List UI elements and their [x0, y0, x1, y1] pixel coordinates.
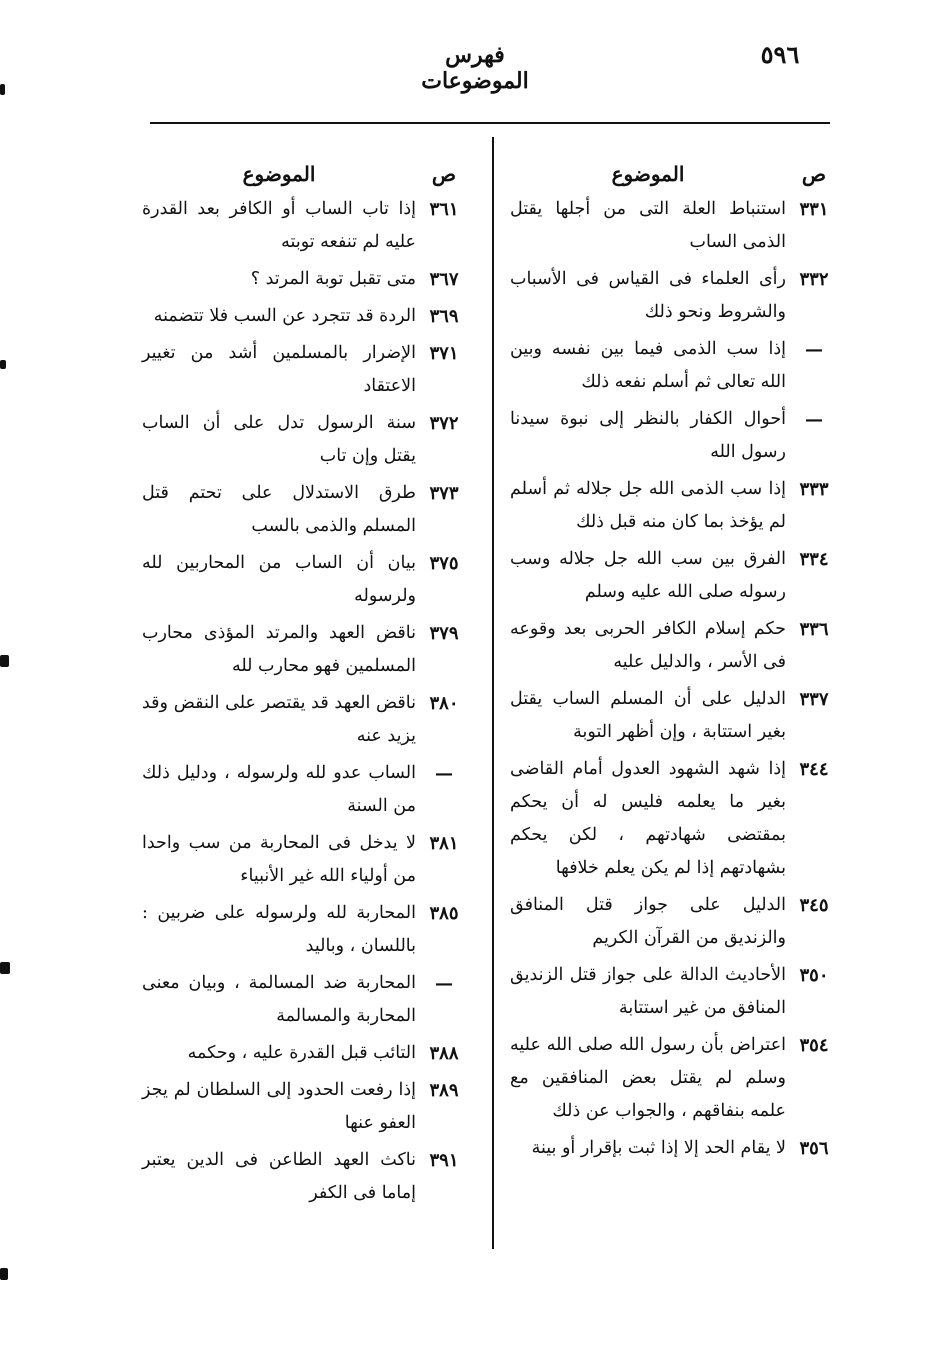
index-entry — [510, 613, 842, 679]
index-entry — [510, 683, 842, 749]
entry-topic: الساب عدو لله ولرسوله ، ودليل ذلك من السنة — [142, 763, 416, 816]
index-entry — [510, 959, 842, 1025]
index-entry — [142, 687, 472, 753]
entry-page-number: ٣٣٧ — [799, 689, 829, 710]
entry-page-number: ٣٥٦ — [799, 1138, 829, 1159]
left-column — [142, 155, 472, 1214]
entry-page-number: ٣٨٥ — [429, 903, 459, 924]
entry-page-number: ٣٨٠ — [429, 693, 459, 714]
entry-page-number: ٣٧١ — [429, 343, 459, 364]
index-entry — [142, 337, 472, 403]
index-entry — [142, 757, 472, 823]
entry-topic: اعتراض بأن رسول الله صلى الله عليه وسلم لم يقتل بعض المنافقين مع علمه بنفاقهم ، والجواب عن ذلك — [510, 1035, 786, 1121]
index-entry — [142, 263, 472, 296]
entry-topic: لا يقام الحد إلا إذا ثبت بإقرار أو بينة — [531, 1138, 786, 1158]
scan-mark — [0, 1268, 8, 1280]
index-entry — [142, 193, 472, 259]
entry-topic: الأحاديث الدالة على جواز قتل الزنديق المنافق من غير استتابة — [510, 965, 786, 1018]
entry-topic: بيان أن الساب من المحاربين لله ولرسوله — [142, 553, 416, 606]
entry-page-number: ٣٦٩ — [429, 306, 459, 327]
entry-page-number: ٣٣٦ — [799, 619, 829, 640]
index-entry — [142, 827, 472, 893]
index-entry — [510, 333, 842, 399]
entry-topic: الردة قد تتجرد عن السب فلا تتضمنه — [153, 306, 416, 326]
topic-heading: الموضوع — [611, 162, 685, 186]
index-entry — [142, 617, 472, 683]
column-divider — [492, 137, 494, 1249]
index-entry — [142, 477, 472, 543]
entry-page-number: — — [805, 339, 823, 360]
entry-topic: إذا سب الذمى فيما بين نفسه وبين الله تعالى ثم أسلم نفعه ذلك — [510, 339, 786, 392]
entry-topic: الدليل على أن المسلم الساب يقتل بغير استتابة ، وإن أظهر التوبة — [510, 689, 786, 742]
column-header — [142, 155, 472, 193]
entry-page-number: — — [435, 763, 453, 784]
entry-page-number: ٣٥٤ — [799, 1035, 829, 1056]
index-entry — [142, 300, 472, 333]
entry-topic: إذا تاب الساب أو الكافر بعد القدرة عليه لم تنفعه توبته — [142, 199, 416, 252]
entry-page-number: ٣٤٤ — [799, 759, 829, 780]
page-title: فهرس الموضوعات — [421, 42, 529, 94]
entry-topic: سنة الرسول تدل على أن الساب يقتل وإن تاب — [142, 413, 416, 466]
entry-page-number: ٣٩١ — [429, 1150, 459, 1171]
scan-mark — [0, 360, 6, 369]
entry-topic: رأى العلماء فى القياس فى الأسباب والشروط ونحو ذلك — [510, 269, 786, 322]
index-entry — [142, 1074, 472, 1140]
index-entry — [510, 753, 842, 885]
entry-page-number: ٣٦١ — [429, 199, 459, 220]
index-entry — [142, 1144, 472, 1210]
index-entry — [510, 263, 842, 329]
index-entry — [510, 1132, 842, 1165]
entry-page-number: ٣٧٢ — [429, 413, 459, 434]
page-number: ٥٩٦ — [760, 40, 800, 69]
scan-mark — [0, 655, 9, 667]
page-heading: ص — [801, 162, 827, 186]
page-heading: ص — [431, 162, 457, 186]
entry-topic: إذا شهد الشهود العدول أمام القاضى بغير ما يعلمه فليس له أن يحكم بمقتضى شهادتهم ، لكن يحكم بشهادتهم إذا لم يكن يعلم خلافها — [510, 759, 786, 878]
entry-topic: إذا رفعت الحدود إلى السلطان لم يجز العفو عنها — [142, 1080, 416, 1133]
entry-page-number: ٣٧٣ — [429, 483, 459, 504]
index-entry — [510, 193, 842, 259]
entry-topic: استنباط العلة التى من أجلها يقتل الذمى الساب — [510, 199, 786, 252]
entry-topic: الفرق بين سب الله جل جلاله وسب رسوله صلى الله عليه وسلم — [510, 549, 786, 602]
entry-page-number: ٣٣٤ — [799, 549, 829, 570]
entry-page-number: ٣٥٠ — [799, 965, 829, 986]
entry-topic: المحاربة ضد المسالمة ، وبيان معنى المحاربة والمسالمة — [142, 973, 416, 1026]
scan-mark — [0, 84, 5, 95]
entry-topic: الإضرار بالمسلمين أشد من تغيير الاعتقاد — [142, 343, 416, 396]
index-entry — [510, 473, 842, 539]
index-entry — [510, 543, 842, 609]
entry-topic: متى تقبل توبة المرتد ؟ — [250, 269, 416, 289]
index-entry — [142, 407, 472, 473]
entry-list — [142, 193, 472, 1210]
entry-page-number: ٣٦٧ — [429, 269, 459, 290]
column-header — [510, 155, 842, 193]
entry-page-number: ٣٨١ — [429, 833, 459, 854]
header-rule — [150, 122, 830, 124]
entry-page-number: ٣٨٩ — [429, 1080, 459, 1101]
right-column — [510, 155, 842, 1169]
index-entry — [510, 403, 842, 469]
entry-topic: الدليل على جواز قتل المنافق والزنديق من القرآن الكريم — [510, 895, 786, 948]
entry-page-number: ٣٤٥ — [799, 895, 829, 916]
entry-topic: أحوال الكفار بالنظر إلى نبوة سيدنا رسول الله — [510, 409, 786, 462]
entry-topic: المحاربة لله ولرسوله على ضربين : باللسان ، وباليد — [142, 903, 416, 956]
scan-mark — [0, 962, 10, 974]
entry-topic: ناكث العهد الطاعن فى الدين يعتبر إماما فى الكفر — [142, 1150, 416, 1203]
entry-topic: ناقض العهد قد يقتصر على النقض وقد يزيد عنه — [142, 693, 416, 746]
entry-topic: حكم إسلام الكافر الحربى بعد وقوعه فى الأسر ، والدليل عليه — [510, 619, 786, 672]
entry-topic: ناقض العهد والمرتد المؤذى محارب المسلمين فهو محارب لله — [142, 623, 416, 676]
index-entry — [142, 1037, 472, 1070]
topic-heading: الموضوع — [242, 162, 316, 186]
index-entry — [510, 1029, 842, 1128]
entry-page-number: ٣٧٥ — [429, 553, 459, 574]
entry-page-number: ٣٣٣ — [799, 479, 829, 500]
index-entry — [142, 967, 472, 1033]
entry-page-number: ٣٣١ — [799, 199, 829, 220]
entry-topic: لا يدخل فى المحاربة من سب واحدا من أولياء الله غير الأنبياء — [142, 833, 416, 886]
entry-topic: طرق الاستدلال على تحتم قتل المسلم والذمى بالسب — [142, 483, 416, 536]
entry-page-number: — — [435, 973, 453, 994]
entry-list — [510, 193, 842, 1165]
entry-page-number: — — [805, 409, 823, 430]
entry-topic: التائب قبل القدرة عليه ، وحكمه — [187, 1043, 416, 1063]
index-entry — [142, 897, 472, 963]
entry-page-number: ٣٧٩ — [429, 623, 459, 644]
index-entry — [142, 547, 472, 613]
entry-page-number: ٣٨٨ — [429, 1043, 459, 1064]
index-entry — [510, 889, 842, 955]
entry-topic: إذا سب الذمى الله جل جلاله ثم أسلم لم يؤخذ بما كان منه قبل ذلك — [510, 479, 786, 532]
entry-page-number: ٣٣٢ — [799, 269, 829, 290]
